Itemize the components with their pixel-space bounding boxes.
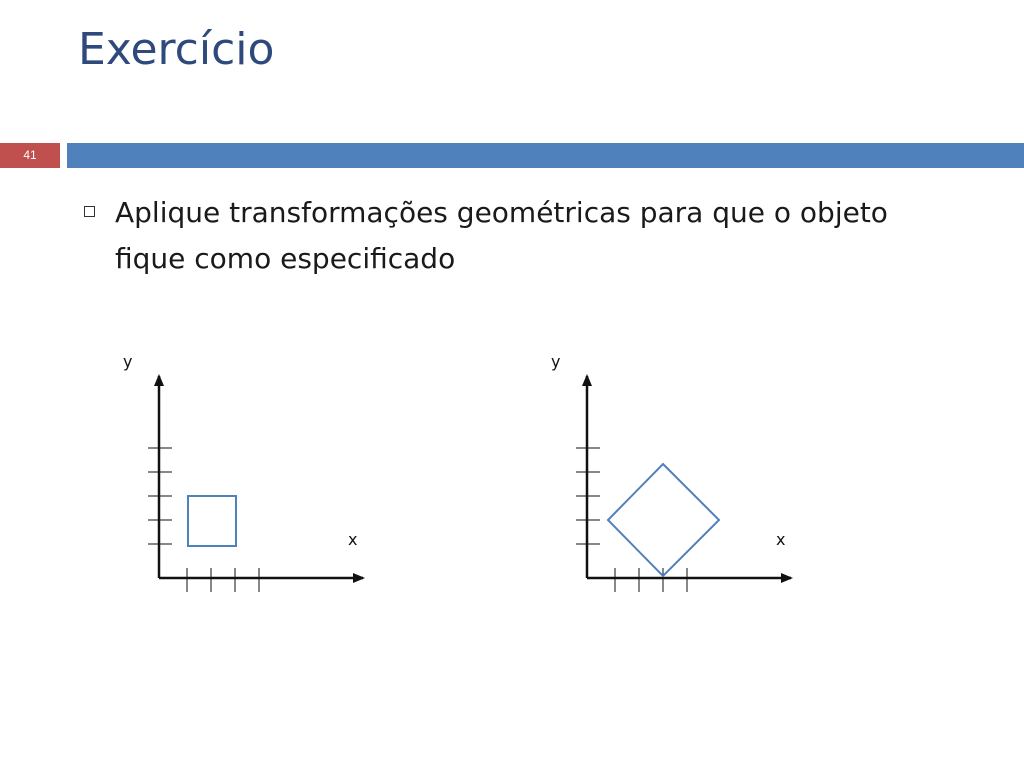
diagram-original xyxy=(110,340,390,610)
square-shape xyxy=(188,496,236,546)
rotated-square-shape xyxy=(608,464,719,576)
diagram-target xyxy=(538,340,818,610)
bullet-text: Aplique transformações geométricas para que o objeto fique como especificado xyxy=(115,196,888,275)
x-axis-label: x xyxy=(776,530,786,549)
x-axis-ticks xyxy=(615,568,687,592)
x-axis-label: x xyxy=(348,530,358,549)
coordinate-plane-target xyxy=(538,340,818,610)
title-accent-bar xyxy=(67,143,1024,168)
y-axis-label: y xyxy=(123,352,133,371)
y-axis-label: y xyxy=(551,352,561,371)
x-axis-ticks xyxy=(187,568,259,592)
square-bullet-icon xyxy=(84,206,95,217)
bullet-item xyxy=(84,190,944,282)
slide-title: Exercício xyxy=(78,24,275,75)
coordinate-plane-original xyxy=(110,340,390,610)
slide-number: 41 xyxy=(0,143,60,168)
